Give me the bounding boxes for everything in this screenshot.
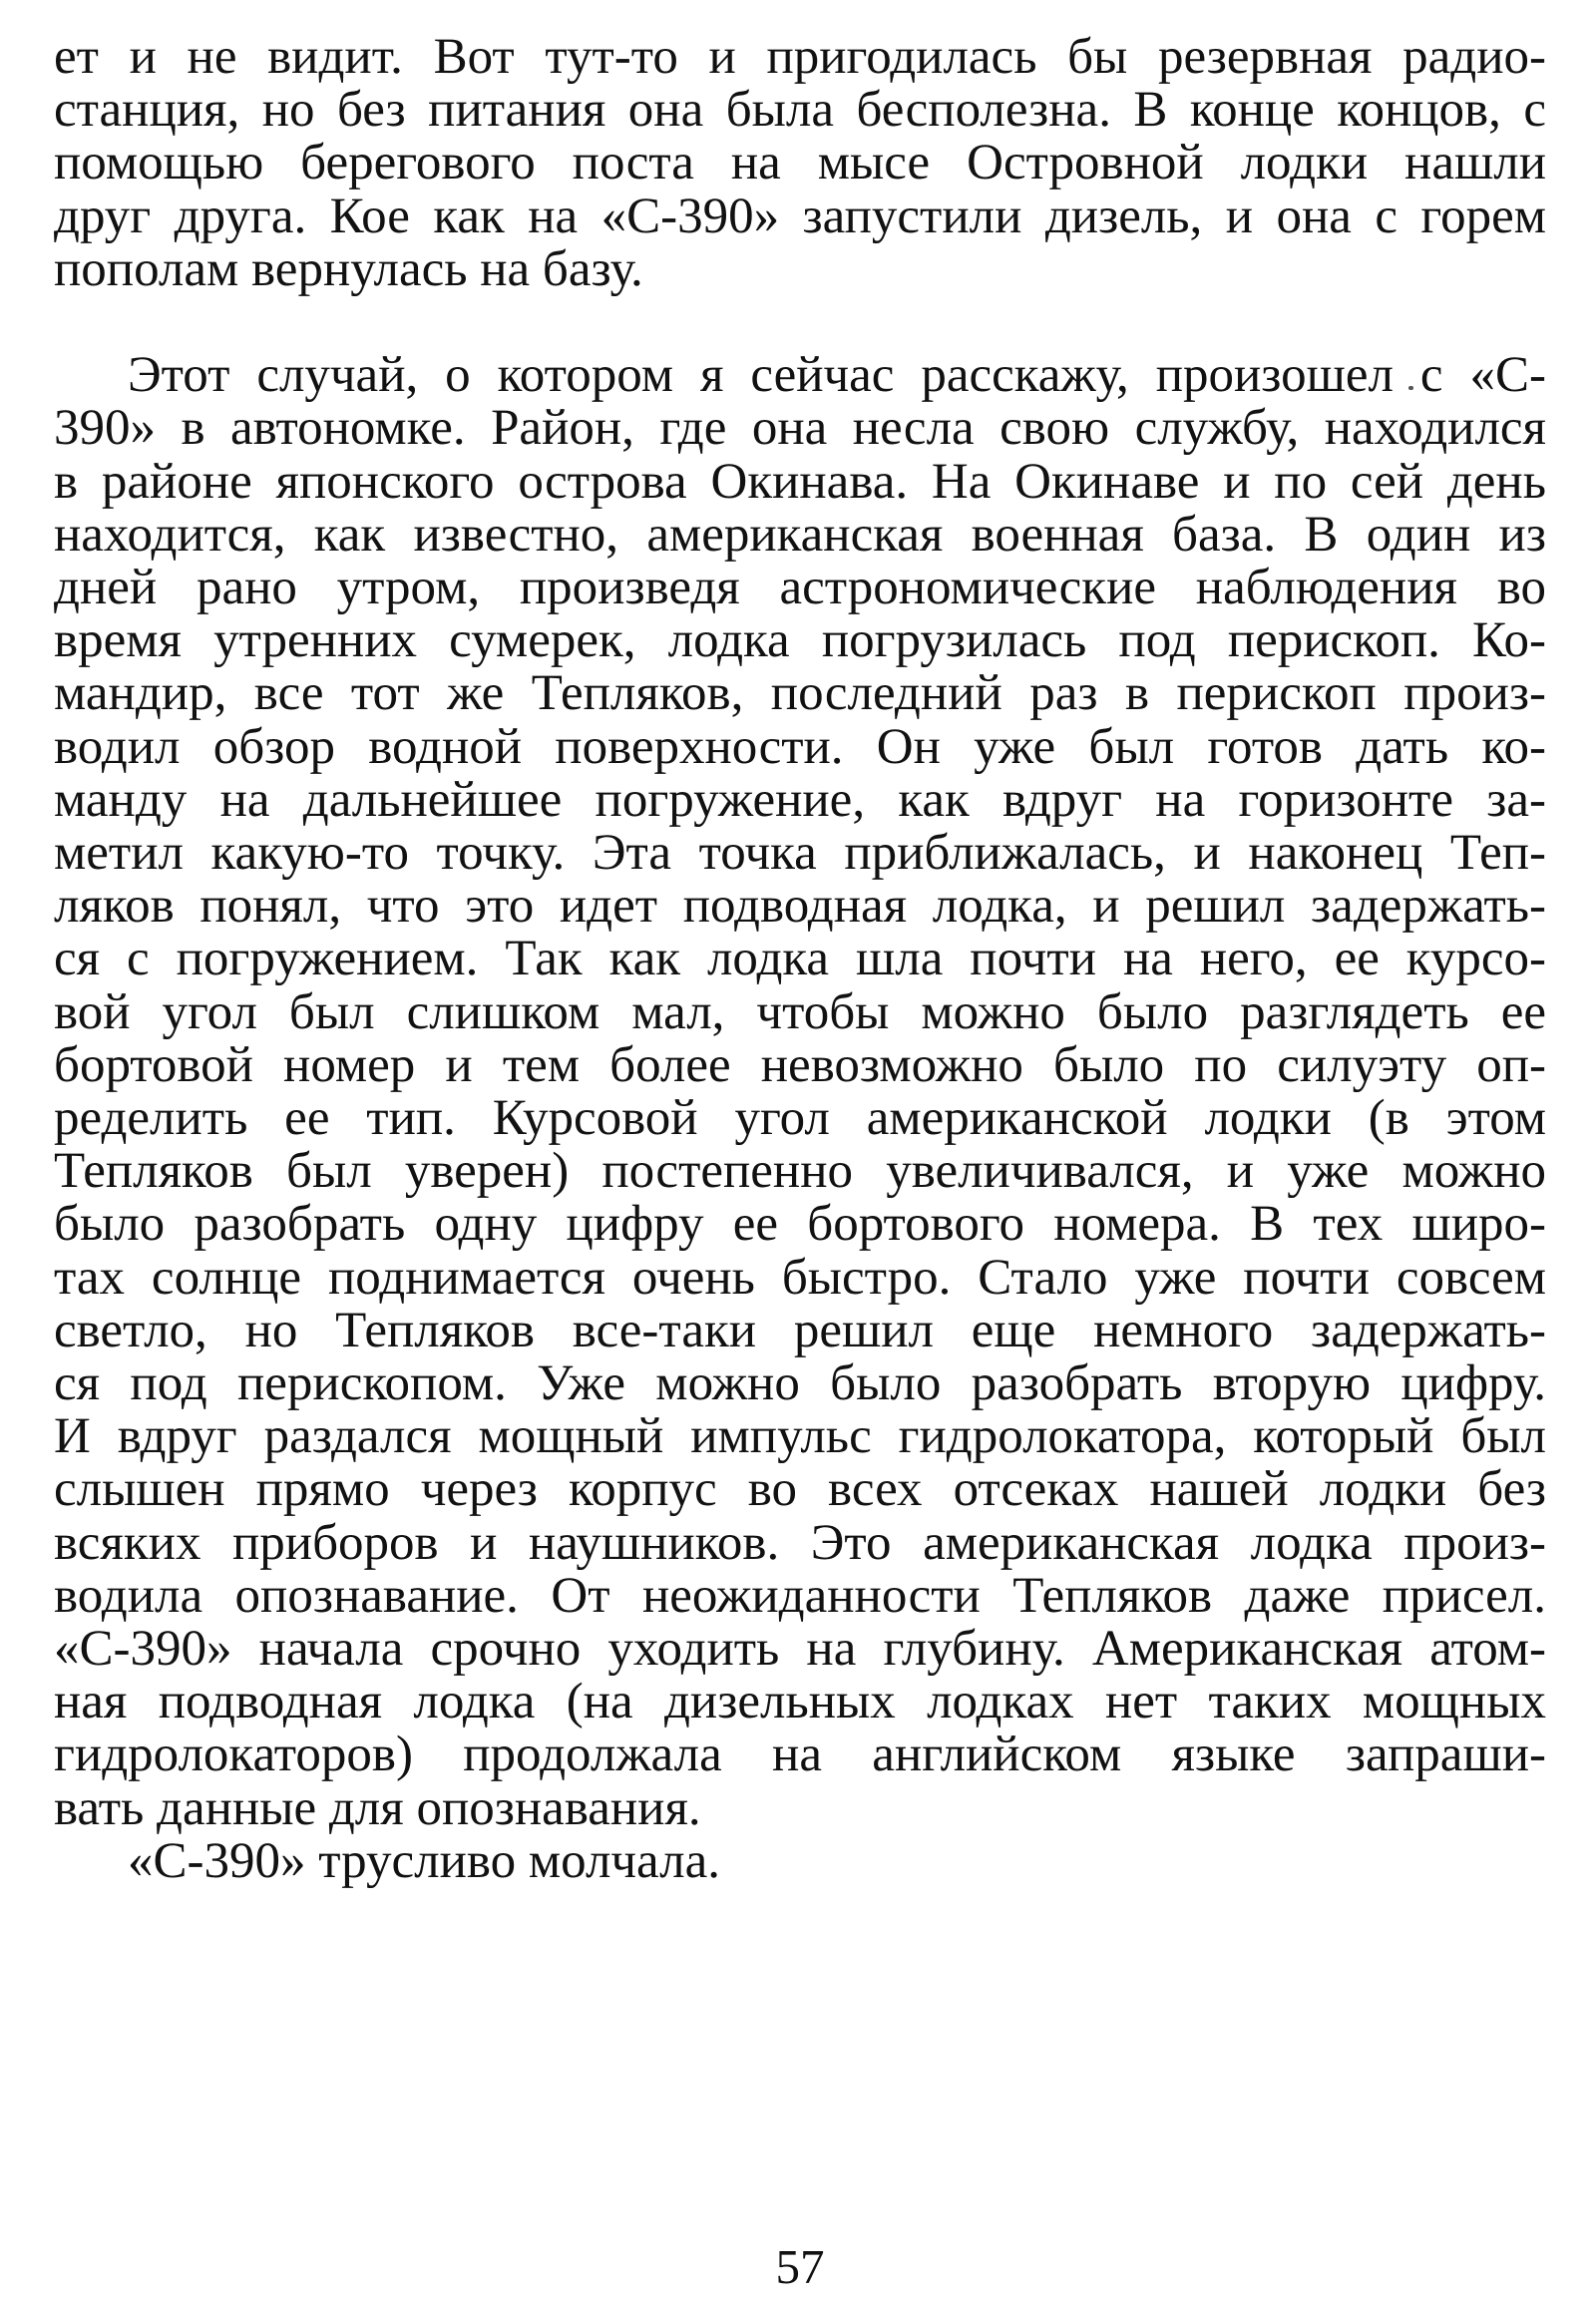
text-line: метил какую-то точку. Эта точка приближалась, и наконец Теп- — [54, 825, 1546, 881]
text-line: слышен прямо через корпус во всех отсеках нашей лодки без — [54, 1461, 1546, 1518]
text-line: Тепляков был уверен) постепенно увеличивался, и уже можно — [54, 1143, 1546, 1200]
text-line: И вдруг раздался мощный импульс гидролокатора, который был — [54, 1408, 1546, 1465]
text-line: гидролокаторов) продолжала на английском языке запраши- — [54, 1726, 1546, 1783]
text-line: 390» в автономке. Район, где она несла свою службу, находился — [54, 400, 1546, 457]
text-line: светло, но Тепляков все-таки решил еще немного задержать- — [54, 1302, 1546, 1358]
text-line: водила опознавание. От неожиданности Тепляков даже присел. — [54, 1567, 1546, 1624]
text-line: вать данные для опознавания. — [54, 1779, 701, 1836]
text-line: ределить ее тип. Курсовой угол американской лодки (в этом — [54, 1090, 1546, 1146]
text-line: Этот случай, о котором я сейчас расскажу, произошел с «С- — [128, 347, 1546, 404]
text-line: вой угол был слишком мал, чтобы можно было разглядеть ее — [54, 983, 1546, 1040]
text-line: манду на дальнейшее погружение, как вдруг на горизонте за- — [54, 771, 1546, 828]
text-line: в районе японского острова Окинава. На Окинаве и по сей день — [54, 453, 1546, 510]
text-line: помощью берегового поста на мысе Островной лодки нашли — [54, 135, 1546, 192]
text-line: тах солнце поднимается очень быстро. Стало уже почти совсем — [54, 1249, 1546, 1306]
text-line: пополам вернулась на базу. — [54, 240, 643, 297]
text-line: станция, но без питания она была бесполезна. В конце концов, с — [54, 82, 1546, 139]
text-line: находится, как известно, американская военная база. В один из — [54, 506, 1546, 563]
text-line: мандир, все тот же Тепляков, последний раз в перископ произ- — [54, 665, 1546, 722]
page-number: 57 — [775, 2239, 825, 2294]
text-line: было разобрать одну цифру ее бортового номера. В тех широ- — [54, 1196, 1546, 1253]
text-line: время утренних сумерек, лодка погрузилась под перископ. Ко- — [54, 612, 1546, 669]
text-line: бортовой номер и тем более невозможно было по силуэту оп- — [54, 1036, 1546, 1093]
text-line: водил обзор водной поверхности. Он уже был готов дать ко- — [54, 718, 1546, 775]
text-line: ся под перископом. Уже можно было разобрать вторую цифру. — [54, 1355, 1546, 1411]
text-line: всяких приборов и наушников. Это американская лодка произ- — [54, 1514, 1546, 1571]
text-line: друг друга. Кое как на «С-390» запустили дизель, и она с горем — [54, 188, 1546, 244]
text-line: «С-390» трусливо молчала. — [128, 1832, 720, 1889]
text-line: ная подводная лодка (на дизельных лодках нет таких мощных — [54, 1674, 1546, 1730]
book-page — [54, 24, 1546, 2294]
text-line: «С-390» начала срочно уходить на глубину. Американская атом- — [54, 1621, 1546, 1677]
text-line: дней рано утром, произведя астрономические наблюдения во — [54, 560, 1546, 615]
text-line: ет и не видит. Вот тут-то и пригодилась бы резервная радио- — [54, 29, 1546, 85]
text-line: ся с погружением. Так как лодка шла почти на него, ее курсо- — [54, 931, 1546, 987]
text-line: ляков понял, что это идет подводная лодка, и решил задержать- — [54, 878, 1546, 935]
